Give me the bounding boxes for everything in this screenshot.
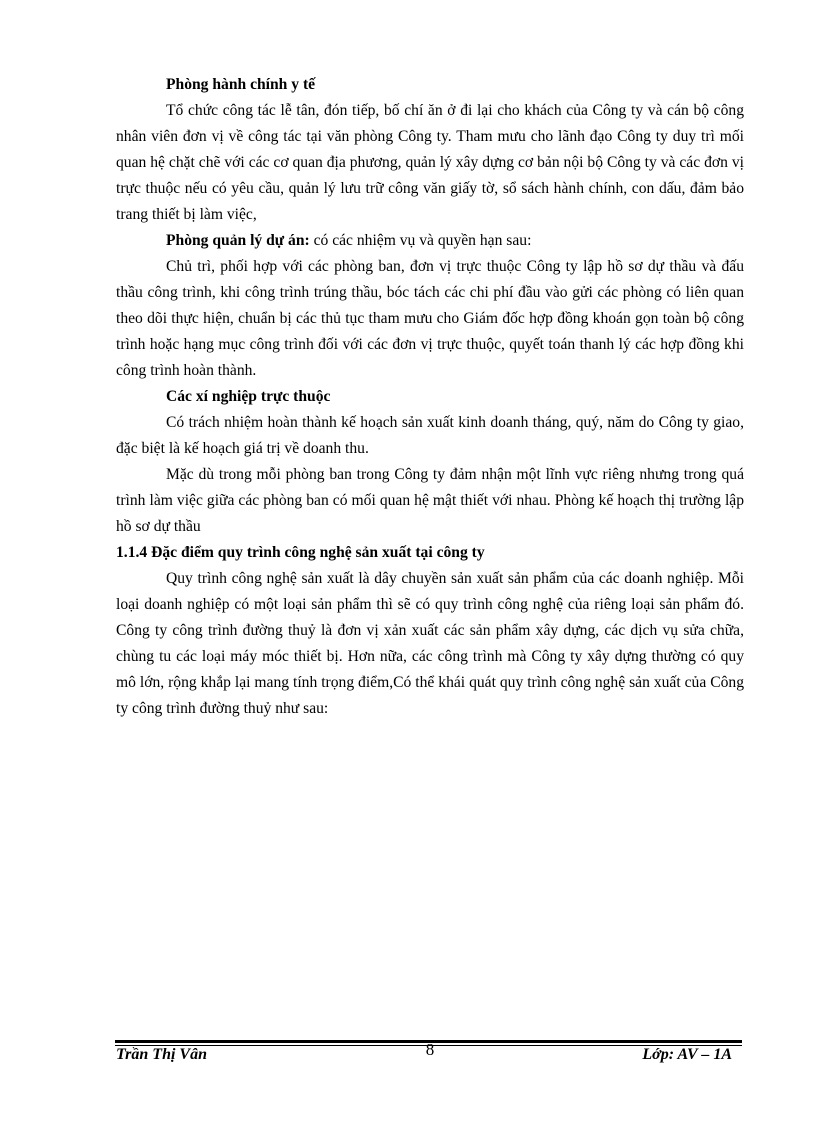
footer-author: Trần Thị Vân xyxy=(116,1046,207,1063)
paragraph-quan-ly-du-an-intro xyxy=(116,228,744,254)
footer-class-label: Lớp: AV – 1A xyxy=(642,1046,732,1063)
paragraph-xi-nghiep-1: Có trách nhiệm hoàn thành kế hoạch sản xuất kinh doanh tháng, quý, năm do Công ty giao, đặc biệt là kế hoạch giá trị về doanh thu. xyxy=(116,414,744,457)
paragraph-xi-nghiep-2: Mặc dù trong mỗi phòng ban trong Công ty đảm nhận một lĩnh vực riêng nhưng trong quá trình làm việc giữa các phòng ban có mối quan hệ mật thiết với nhau. Phòng kế hoạch thị trường lập hồ sơ dự thầu xyxy=(116,466,744,535)
section-heading-quy-trinh: 1.1.4 Đặc điểm quy trình công nghệ sản xuất tại công ty xyxy=(116,544,485,561)
page-number: 8 xyxy=(425,1040,435,1059)
paragraph-hanh-chinh: Tổ chức công tác lễ tân, đón tiếp, bố chí ăn ở đi lại cho khách của Công ty và cán bộ công nhân viên đơn vị về công tác tại văn phòng Công ty. Tham mưu cho lãnh đạo Công ty duy trì mối quan hệ chặt chẽ với các cơ quan địa phương, quản lý xây dựng cơ bản nội bộ Công ty và các đơn vị trực thuộc nếu có yêu cầu, quản lý lưu trữ công văn giấy tờ, sổ sách hành chính, con dấu, đảm bảo trang thiết bị làm việc, xyxy=(116,102,744,223)
paragraph-quy-trinh: Quy trình công nghệ sản xuất là dây chuyền sản xuất sản phẩm của các doanh nghiệp. Mỗi loại doanh nghiệp có một loại sản phẩm thì sẽ có quy trình công nghệ của riêng loại sản phẩm đó. Công ty công trình đường thuỷ là đơn vị xản xuất các sản phẩm xây dựng, các dịch vụ sửa chữa, chùng tu các loại máy móc thiết bị. Hơn nữa, các công trình mà Công ty xây dựng thường có quy mô lớn, rộng khắp lại mang tính trọng điểm,Có thể khái quát quy trình công nghệ sản xuất của Công ty công trình đường thuỷ như sau: xyxy=(116,570,744,717)
section-heading-suffix: có các nhiệm vụ và quyền hạn sau: xyxy=(309,232,532,249)
section-heading-quan-ly-du-an: Phòng quản lý dự án: xyxy=(166,232,310,249)
section-heading-xi-nghiep: Các xí nghiệp trực thuộc xyxy=(166,388,331,405)
paragraph-quan-ly-du-an: Chủ trì, phối hợp với các phòng ban, đơn vị trực thuộc Công ty lập hồ sơ dự thầu và đấu thầu công trình, khi công trình trúng thầu, bóc tách các chi phí đầu vào gửi các phòng có liên quan theo dõi thực hiện, chuẩn bị các thủ tục tham mưu cho Giám đốc hợp đồng khoán gọn toàn bộ công trình hoặc hạng mục công trình đối với các đơn vị trực thuộc, quyết toán thanh lý các hợp đồng khi công trình hoàn thành. xyxy=(116,258,744,379)
document-body xyxy=(116,72,744,722)
section-heading-hanh-chinh: Phòng hành chính y tế xyxy=(166,76,316,93)
